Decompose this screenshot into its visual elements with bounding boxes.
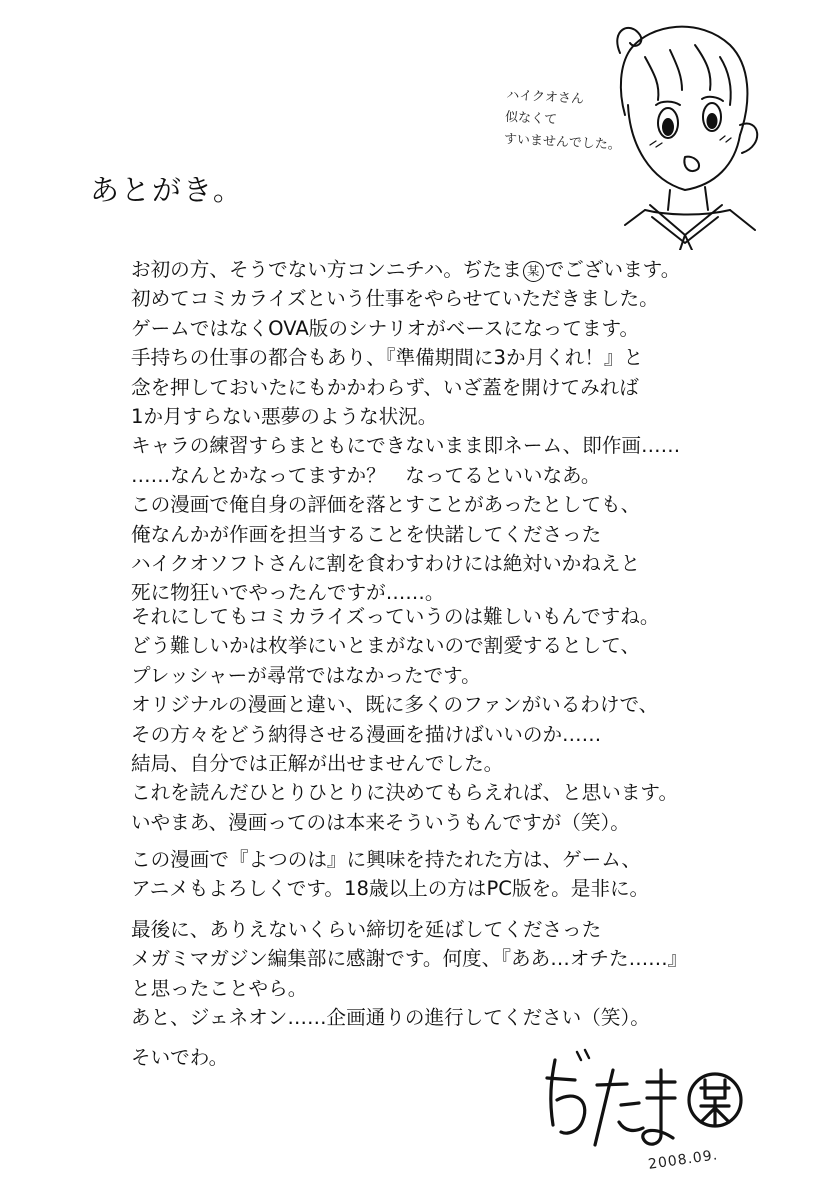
text-line-tail: でございます。 — [544, 258, 681, 281]
text-line: 念を押しておいたにもかかわらず、いざ蓋を開けてみれば — [131, 375, 639, 399]
text-line: キャラの練習すらまともにできないまま即ネーム、即作画…… — [131, 434, 681, 458]
text-line: プレッシャーが尋常ではなかったです。 — [131, 663, 481, 687]
paragraph-recommend — [131, 845, 649, 904]
sketch-note — [503, 85, 623, 157]
paragraph-intro — [131, 255, 680, 608]
text-line: これを読んだひとりひとりに決めてもらえれば、と思います。 — [131, 781, 679, 805]
text-line: ハイクオソフトさんに割を食わすわけには絶対いかねえと — [131, 551, 641, 575]
text-line: 死に物狂いでやったんですが……。 — [131, 581, 445, 605]
text-line: 1か月すらない悪夢のような状況。 — [131, 404, 438, 428]
text-line: どう難しいかは枚挙にいとまがないので割愛するとして、 — [131, 634, 641, 658]
handwritten-signature — [535, 1040, 745, 1165]
text-line: 手持ちの仕事の都合もあり、『準備期間に3か月くれ！』と — [131, 346, 644, 370]
paragraph-thanks — [131, 915, 687, 1033]
text-line: いやまあ、漫画ってのは本来そういうもんですが（笑）。 — [131, 810, 630, 834]
text-line: 初めてコミカライズという仕事をやらせていただきました。 — [131, 287, 659, 311]
text-line: と思ったことやら。 — [131, 976, 308, 1000]
text-line: その方々をどう納得させる漫画を描けばいいのか…… — [131, 722, 602, 746]
text-line-content: お初の方、そうでない方コンニチハ。ぢたま — [131, 258, 522, 281]
signature-date: 2008.09. — [647, 1147, 720, 1173]
text-line: オリジナルの漫画と違い、既に多くのファンがいるわけで、 — [131, 693, 659, 717]
text-line: それにしてもコミカライズっていうのは難しいもんですね。 — [131, 605, 660, 628]
text-line: 俺なんかが作画を担当することを快諾してくださった — [131, 522, 602, 546]
text-line: そいでわ。 — [131, 1046, 229, 1069]
text-line: あと、ジェネオン……企画通りの進行してください（笑）。 — [131, 1006, 650, 1030]
text-line: ゲームではなくOVA版のシナリオがベースになってます。 — [131, 316, 640, 340]
text-line: この漫画で『よつのは』に興味を持たれた方は、ゲーム、 — [131, 848, 642, 871]
paragraph-difficulty — [131, 602, 678, 837]
text-line — [131, 255, 680, 284]
sketch-note-line: 似なくて — [504, 109, 558, 128]
text-line: 最後に、ありえないくらい締切を延ばしてくださった — [131, 918, 602, 941]
paragraph-closing — [131, 1043, 228, 1072]
text-line: この漫画で俺自身の評価を落とすことがあったとしても、 — [131, 493, 641, 517]
text-line: アニメもよろしくです。18歳以上の方はPC版を。是非に。 — [131, 877, 650, 901]
text-line: 結局、自分では正解が出せませんでした。 — [131, 751, 504, 775]
circled-character: 某 — [523, 261, 544, 282]
sketch-note-line: すいませんでした。 — [503, 131, 622, 154]
page-title: あとがき。 — [90, 173, 244, 207]
text-line: ……なんとかなってますか？ なってるといいなあ。 — [131, 463, 601, 487]
text-line: メガミマガジン編集部に感謝です。何度、『ああ…オチた……』 — [131, 947, 688, 971]
sketch-note-line: ハイクオさん — [505, 87, 585, 108]
